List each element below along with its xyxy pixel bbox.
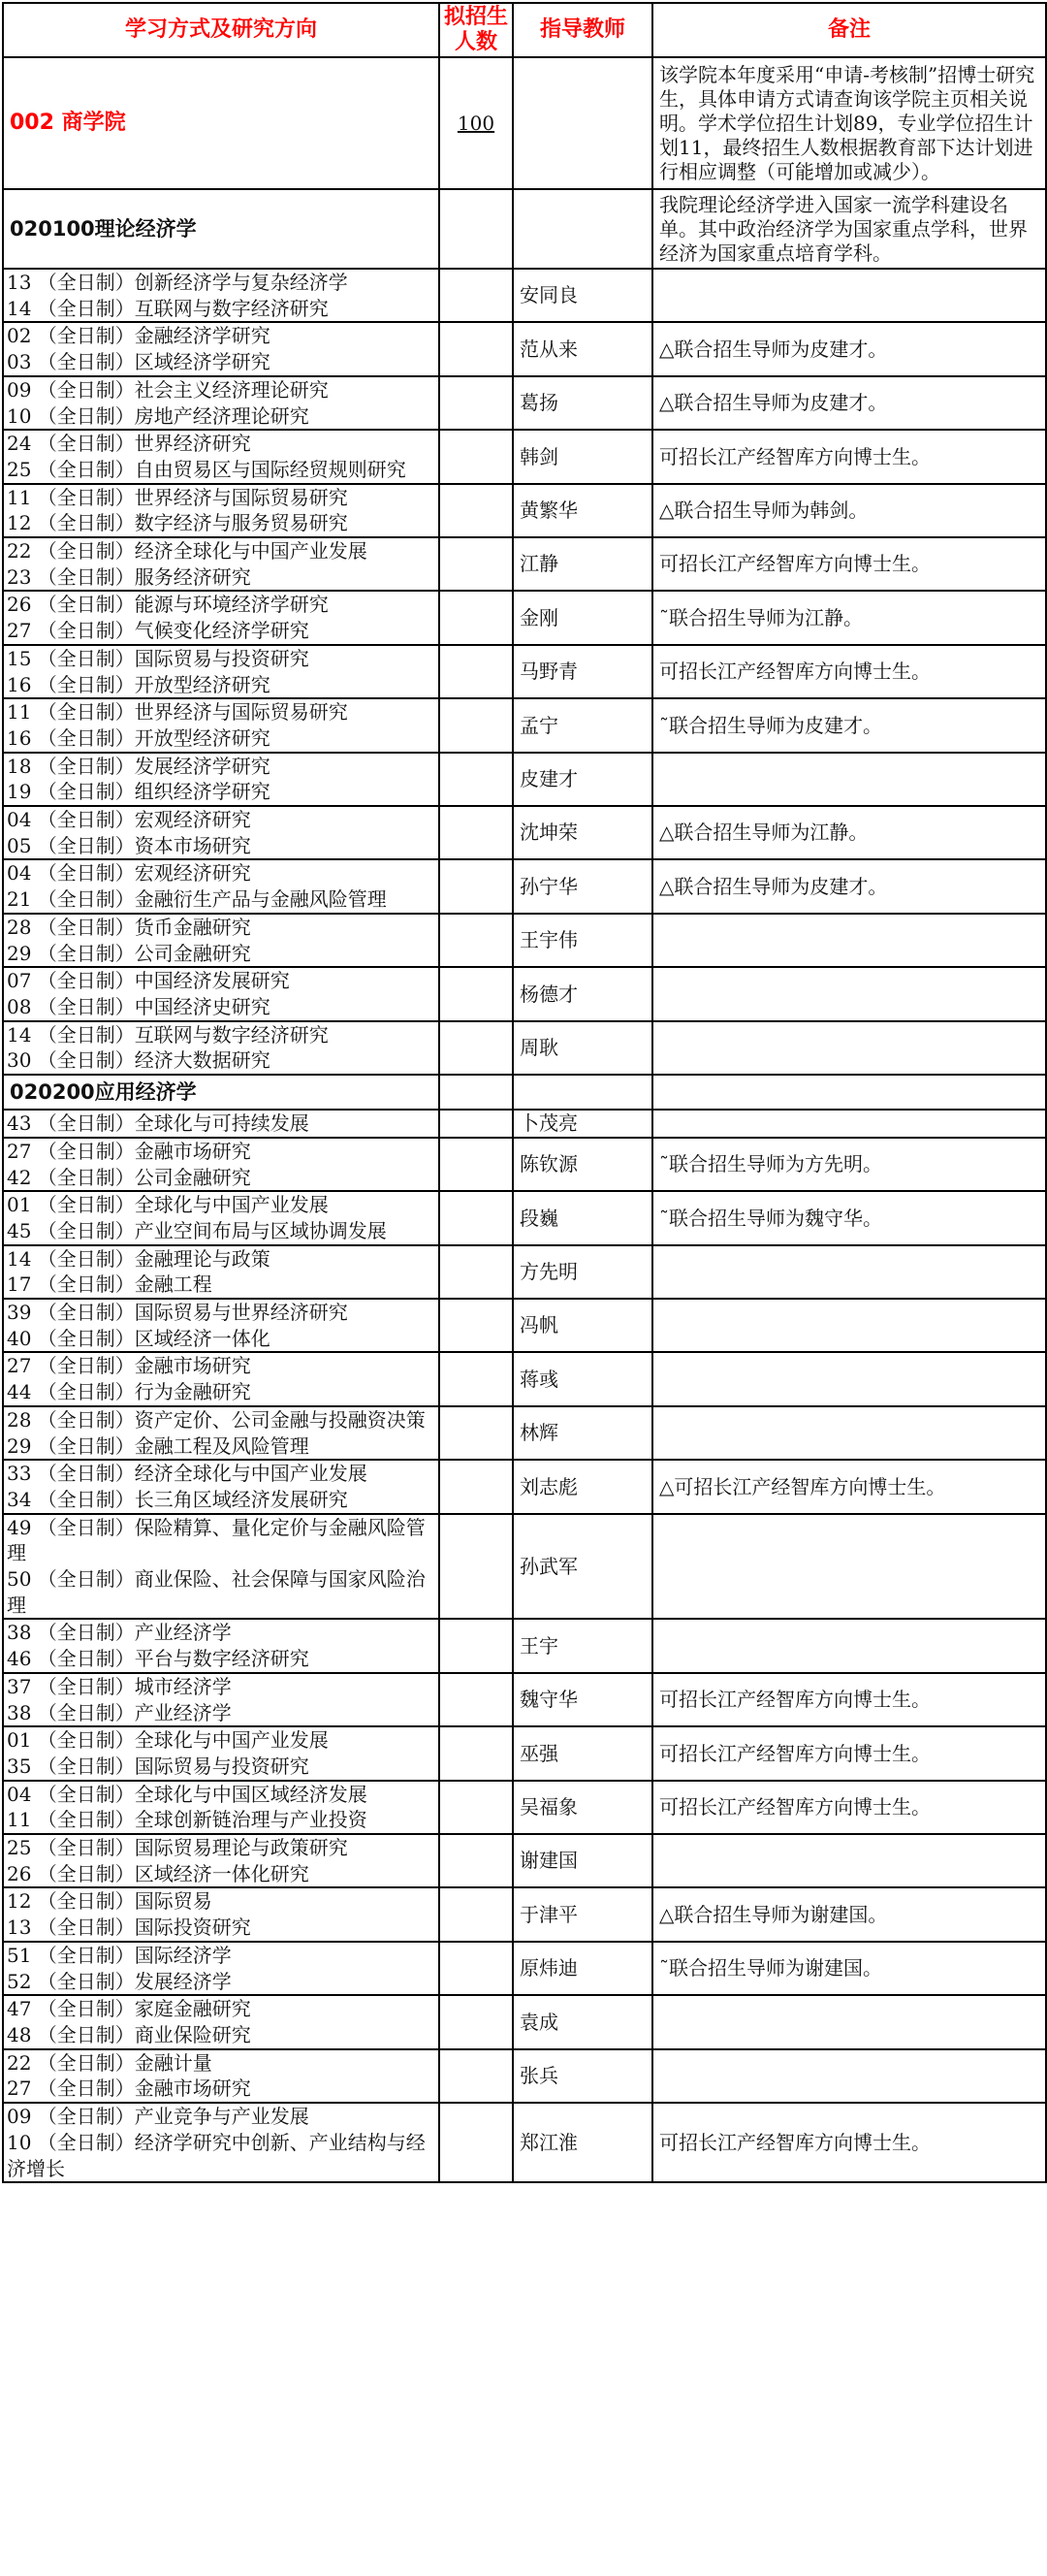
direction-item: 35 （全日制）国际贸易与投资研究 [7,1754,309,1778]
direction-item: 03 （全日制）区域经济学研究 [7,350,270,374]
direction-cell [3,430,439,483]
tutor-name: 黄繁华 [513,484,652,537]
direction-cell [3,1021,439,1075]
direction-item: 13 （全日制）创新经济学与复杂经济学 [7,271,348,294]
direction-item: 47 （全日制）家庭金融研究 [7,1997,251,2021]
table-row [3,1673,1046,1726]
table-row [3,1995,1046,2048]
quota-cell [439,1191,513,1244]
direction-cell [3,859,439,913]
direction-cell [3,1352,439,1405]
tutor-name: 原炜迪 [513,1942,652,1995]
remark: ˜联合招生导师为江静。 [652,591,1046,644]
quota-cell [439,753,513,806]
direction-item: 49 （全日制）保险精算、量化定价与金融风险管理 [7,1515,426,1565]
direction-item: 48 （全日制）商业保险研究 [7,2023,251,2046]
quota-cell [439,645,513,698]
table-row [3,1887,1046,1941]
direction-cell [3,914,439,967]
quota-cell [439,1887,513,1941]
remark: 可招长江产经智库方向博士生。 [652,2103,1046,2182]
quota-cell [439,1995,513,2048]
direction-item: 10 （全日制）房地产经济理论研究 [7,403,309,428]
direction-item: 23 （全日制）服务经济研究 [7,564,251,589]
remark [652,1619,1046,1672]
major-name: 020100理论经济学 [3,189,439,269]
table-row [3,1619,1046,1672]
department-quota: 100 [439,57,513,189]
table-row [3,1834,1046,1887]
direction-item: 22 （全日制）金融计量 [7,2050,212,2075]
direction-cell [3,698,439,752]
direction-item: 26 （全日制）区域经济一体化研究 [7,1861,309,1885]
table-row [3,269,1046,322]
quota-cell [439,1245,513,1299]
remark [652,1110,1046,1138]
direction-item: 12 （全日制）国际贸易 [7,1889,212,1914]
direction-cell [3,1942,439,1995]
direction-cell [3,2049,439,2103]
table-row [3,1726,1046,1780]
tutor-name: 陈钦源 [513,1138,652,1191]
table-row [3,1514,1046,1620]
direction-cell [3,269,439,322]
remark: 可招长江产经智库方向博士生。 [652,537,1046,591]
remark: 可招长江产经智库方向博士生。 [652,1726,1046,1780]
direction-item: 11 （全日制）世界经济与国际贸易研究 [7,485,348,509]
major-row [3,1075,1046,1110]
direction-cell [3,1726,439,1780]
table-row [3,430,1046,483]
table-row [3,1245,1046,1299]
table-row [3,1942,1046,1995]
direction-cell [3,2103,439,2182]
tutor-name: 林辉 [513,1406,652,1460]
remark [652,1995,1046,2048]
table-row [3,591,1046,644]
direction-item: 26 （全日制）能源与环境经济学研究 [7,593,329,617]
remark: △可招长江产经智库方向博士生。 [652,1460,1046,1513]
header-note: 备注 [652,3,1046,57]
tutor-name: 孙武军 [513,1514,652,1620]
direction-cell [3,376,439,430]
direction-item: 04 （全日制）宏观经济研究 [7,808,251,832]
quota-cell [439,1726,513,1780]
direction-item: 27 （全日制）气候变化经济学研究 [7,619,309,643]
quota-cell [439,2103,513,2182]
tutor-name: 袁成 [513,1995,652,2048]
direction-cell [3,645,439,698]
major-note: 我院理论经济学进入国家一流学科建设名单。其中政治经济学为国家重点学科，世界经济为国家重点培育学科。 [652,189,1046,269]
remark [652,1406,1046,1460]
remark: ˜联合招生导师为皮建才。 [652,698,1046,752]
direction-cell [3,1619,439,1672]
direction-item: 05 （全日制）资本市场研究 [7,833,251,857]
tutor-name: 吴福象 [513,1781,652,1834]
direction-item: 29 （全日制）公司金融研究 [7,941,251,965]
remark [652,1021,1046,1075]
remark [652,967,1046,1020]
table-row [3,1191,1046,1244]
table-row [3,967,1046,1020]
tutor-name: 安同良 [513,269,652,322]
major-quota [439,1075,513,1110]
enrollment-table [2,2,1047,2183]
direction-item: 19 （全日制）组织经济学研究 [7,780,270,804]
major-note [652,1075,1046,1110]
tutor-name: 魏守华 [513,1673,652,1726]
tutor-name: 蒋彧 [513,1352,652,1405]
direction-cell [3,1406,439,1460]
table-body [3,57,1046,2182]
direction-item: 50 （全日制）商业保险、社会保障与国家风险治理 [7,1567,426,1617]
direction-item: 27 （全日制）金融市场研究 [7,2077,251,2101]
major-name: 020200应用经济学 [3,1075,439,1110]
table-row [3,2103,1046,2182]
quota-cell [439,1514,513,1620]
quota-cell [439,967,513,1020]
table-row [3,806,1046,859]
header-quota: 拟招生人数 [439,3,513,57]
table-row [3,1406,1046,1460]
tutor-name: 段巍 [513,1191,652,1244]
tutor-name: 王宇伟 [513,914,652,967]
direction-item: 01 （全日制）全球化与中国产业发展 [7,1193,329,1217]
tutor-name: 王宇 [513,1619,652,1672]
tutor-name: 孙宁华 [513,859,652,913]
remark [652,1299,1046,1352]
direction-cell [3,1514,439,1620]
direction-item: 01 （全日制）全球化与中国产业发展 [7,1728,329,1753]
table-row [3,1110,1046,1138]
direction-item: 37 （全日制）城市经济学 [7,1674,232,1698]
quota-cell [439,376,513,430]
direction-item: 42 （全日制）公司金融研究 [7,1165,251,1189]
remark [652,2049,1046,2103]
direction-cell [3,753,439,806]
direction-item: 25 （全日制）自由贸易区与国际经贸规则研究 [7,457,406,481]
direction-cell [3,1191,439,1244]
direction-item: 11 （全日制）世界经济与国际贸易研究 [7,700,348,724]
direction-item: 52 （全日制）发展经济学 [7,1969,232,1993]
direction-cell [3,1995,439,2048]
table-row [3,376,1046,430]
direction-item: 45 （全日制）产业空间布局与区域协调发展 [7,1218,387,1242]
direction-item: 43 （全日制）全球化与可持续发展 [7,1111,309,1136]
table-row [3,698,1046,752]
tutor-name: 刘志彪 [513,1460,652,1513]
quota-cell [439,1619,513,1672]
remark: 可招长江产经智库方向博士生。 [652,1781,1046,1834]
direction-item: 17 （全日制）金融工程 [7,1272,212,1297]
direction-item: 28 （全日制）资产定价、公司金融与投融资决策 [7,1407,426,1432]
direction-item: 22 （全日制）经济全球化与中国产业发展 [7,539,367,564]
direction-item: 40 （全日制）区域经济一体化 [7,1326,270,1350]
direction-cell [3,537,439,591]
table-row [3,322,1046,375]
remark: △联合招生导师为皮建才。 [652,859,1046,913]
direction-cell [3,1673,439,1726]
remark: △联合招生导师为皮建才。 [652,376,1046,430]
direction-item: 28 （全日制）货币金融研究 [7,915,251,939]
direction-item: 16 （全日制）开放型经济研究 [7,672,270,696]
quota-cell [439,1781,513,1834]
table-row [3,1138,1046,1191]
tutor-name: 冯帆 [513,1299,652,1352]
table-row [3,753,1046,806]
tutor-name: 周耿 [513,1021,652,1075]
quota-cell [439,914,513,967]
tutor-name: 沈坤荣 [513,806,652,859]
quota-cell [439,537,513,591]
quota-cell [439,1138,513,1191]
direction-item: 44 （全日制）行为金融研究 [7,1380,251,1404]
table-row [3,537,1046,591]
quota-cell [439,1021,513,1075]
direction-cell [3,806,439,859]
tutor-name: 张兵 [513,2049,652,2103]
direction-item: 27 （全日制）金融市场研究 [7,1139,251,1163]
direction-item: 38 （全日制）产业经济学 [7,1621,232,1645]
remark: △联合招生导师为江静。 [652,806,1046,859]
direction-item: 27 （全日制）金融市场研究 [7,1354,251,1378]
tutor-name: 巫强 [513,1726,652,1780]
direction-item: 07 （全日制）中国经济发展研究 [7,969,290,993]
tutor-name: 范从来 [513,322,652,375]
remark [652,1514,1046,1620]
table-row [3,1460,1046,1513]
header-tutor: 指导教师 [513,3,652,57]
header-row [3,3,1046,57]
direction-cell [3,1834,439,1887]
department-name: 002 商学院 [3,57,439,189]
table-row [3,914,1046,967]
department-note: 该学院本年度采用“申请-考核制”招博士研究生，具体申请方式请查询该学院主页相关说明。学术学位招生计划89，专业学位招生计划11，最终招生人数根据教育部下达计划进行相应调整（可能增加或减少）。 [652,57,1046,189]
department-row [3,57,1046,189]
major-row [3,189,1046,269]
quota-cell [439,1352,513,1405]
direction-item: 38 （全日制）产业经济学 [7,1700,232,1724]
quota-cell [439,698,513,752]
tutor-name: 葛扬 [513,376,652,430]
direction-cell [3,1110,439,1138]
tutor-name: 方先明 [513,1245,652,1299]
table-row [3,484,1046,537]
direction-item: 39 （全日制）国际贸易与世界经济研究 [7,1301,348,1325]
quota-cell [439,1942,513,1995]
remark [652,1245,1046,1299]
direction-cell [3,322,439,375]
quota-cell [439,1673,513,1726]
direction-item: 15 （全日制）国际贸易与投资研究 [7,646,309,670]
remark: △联合招生导师为皮建才。 [652,322,1046,375]
direction-item: 14 （全日制）互联网与数字经济研究 [7,296,329,320]
quota-cell [439,859,513,913]
remark [652,753,1046,806]
direction-item: 04 （全日制）宏观经济研究 [7,861,251,886]
major-tutor [513,1075,652,1110]
direction-item: 21 （全日制）金融衍生产品与金融风险管理 [7,887,387,912]
direction-cell [3,967,439,1020]
direction-cell [3,1138,439,1191]
table-row [3,1021,1046,1075]
direction-item: 34 （全日制）长三角区域经济发展研究 [7,1487,348,1511]
quota-cell [439,1834,513,1887]
direction-item: 29 （全日制）金融工程及风险管理 [7,1433,309,1458]
major-tutor [513,189,652,269]
direction-item: 02 （全日制）金融经济学研究 [7,324,270,348]
direction-item: 25 （全日制）国际贸易理论与政策研究 [7,1836,348,1860]
direction-cell [3,1887,439,1941]
direction-item: 14 （全日制）互联网与数字经济研究 [7,1022,329,1046]
table-row [3,2049,1046,2103]
direction-item: 12 （全日制）数字经济与服务贸易研究 [7,511,348,535]
table-row [3,645,1046,698]
direction-item: 09 （全日制）产业竞争与产业发展 [7,2105,309,2129]
direction-item: 46 （全日制）平台与数字经济研究 [7,1647,309,1671]
table-row [3,859,1046,913]
table-row [3,1781,1046,1834]
remark [652,914,1046,967]
tutor-name: 江静 [513,537,652,591]
quota-cell [439,1460,513,1513]
tutor-name: 谢建国 [513,1834,652,1887]
tutor-name: 于津平 [513,1887,652,1941]
direction-item: 33 （全日制）经济全球化与中国产业发展 [7,1462,367,1486]
quota-cell [439,484,513,537]
direction-item: 13 （全日制）国际投资研究 [7,1916,251,1940]
tutor-name: 孟宁 [513,698,652,752]
direction-item: 10 （全日制）经济学研究中创新、产业结构与经济增长 [7,2130,426,2180]
quota-cell [439,1299,513,1352]
tutor-name: 马野青 [513,645,652,698]
remark: 可招长江产经智库方向博士生。 [652,1673,1046,1726]
remark [652,1834,1046,1887]
quota-cell [439,806,513,859]
remark: △联合招生导师为谢建国。 [652,1887,1046,1941]
direction-item: 16 （全日制）开放型经济研究 [7,725,270,750]
remark: ˜联合招生导师为方先明。 [652,1138,1046,1191]
tutor-name: 郑江淮 [513,2103,652,2182]
tutor-name: 杨德才 [513,967,652,1020]
direction-cell [3,1781,439,1834]
quota-cell [439,1406,513,1460]
quota-cell [439,1110,513,1138]
tutor-name: 韩剑 [513,430,652,483]
header-direction: 学习方式及研究方向 [3,3,439,57]
remark: 可招长江产经智库方向博士生。 [652,430,1046,483]
remark: 可招长江产经智库方向博士生。 [652,645,1046,698]
direction-item: 51 （全日制）国际经济学 [7,1943,232,1967]
quota-cell [439,430,513,483]
remark: △联合招生导师为韩剑。 [652,484,1046,537]
direction-item: 11 （全日制）全球创新链治理与产业投资 [7,1808,367,1832]
direction-item: 24 （全日制）世界经济研究 [7,432,251,456]
direction-item: 04 （全日制）全球化与中国区域经济发展 [7,1782,367,1806]
table-row [3,1352,1046,1405]
remark [652,1352,1046,1405]
tutor-name: 卜茂亮 [513,1110,652,1138]
major-quota [439,189,513,269]
direction-item: 30 （全日制）经济大数据研究 [7,1048,270,1073]
quota-cell [439,2049,513,2103]
direction-cell [3,1245,439,1299]
direction-cell [3,1460,439,1513]
quota-cell [439,322,513,375]
remark: ˜联合招生导师为谢建国。 [652,1942,1046,1995]
direction-item: 14 （全日制）金融理论与政策 [7,1246,270,1271]
table-row [3,1299,1046,1352]
tutor-name: 皮建才 [513,753,652,806]
tutor-name: 金刚 [513,591,652,644]
direction-item: 08 （全日制）中国经济史研究 [7,994,270,1018]
remark [652,269,1046,322]
direction-cell [3,591,439,644]
remark: ˜联合招生导师为魏守华。 [652,1191,1046,1244]
department-tutor-cell [513,57,652,189]
direction-item: 09 （全日制）社会主义经济理论研究 [7,377,329,402]
direction-cell [3,1299,439,1352]
quota-cell [439,591,513,644]
quota-cell [439,269,513,322]
direction-item: 18 （全日制）发展经济学研究 [7,754,270,778]
direction-cell [3,484,439,537]
